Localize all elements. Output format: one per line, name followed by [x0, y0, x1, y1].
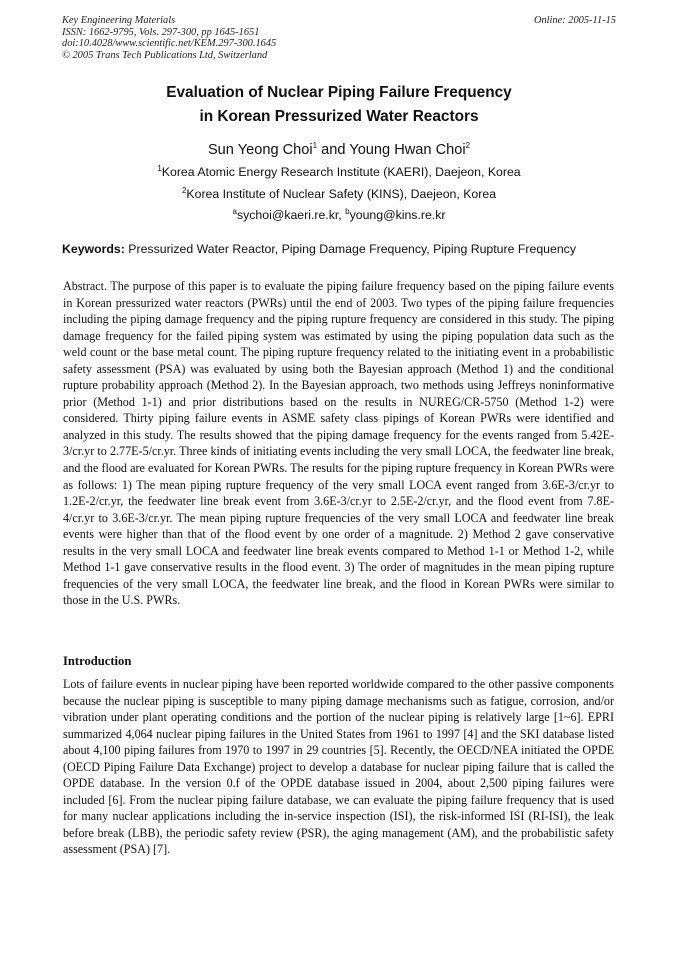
email-a-sup: a [232, 206, 237, 216]
affiliation-2-sup: 2 [181, 185, 187, 195]
author-2: Young Hwan Choi [349, 142, 466, 158]
issn-line: ISSN: 1662-9795, Vols. 297-300, pp 1645-1651 [62, 26, 260, 38]
journal-name: Key Engineering Materials [62, 15, 176, 26]
abstract-paragraph: Abstract. The purpose of this paper is to evaluate the piping failure frequency based on the piping failure events in Korean pressurized water reactors (PWRs) until the end of 2003. Two types of the piping failure frequencies including the piping damage frequency and the piping rupture frequency are considered in this study. The piping damage frequency for the failed piping system was estimated by using the piping population data such as the weld count or the base metal count. The piping rupture frequency related to the initiating event in a probabilistic safety assessment (PSA) was evaluated by using both the Bayesian approach (Method 1) and the conditional rupture probability approach (Method 2). In the Bayesian approach, two methods using Jeffreys noninformative prior (Method 1-1) and prior distributions based on the results in NUREG/CR-5750 (Method 1-2) were considered. Thirty piping failure events in ASME safety class pipings of Korean PWRs were identified and analyzed in this study. The results showed that the piping damage frequency for the events ranged from 5.42E-3/cr.yr to 2.77E-5/cr.yr. Three kinds of initiating events including the very small LOCA, the feedwater line break, and the flood are evaluated for Korean PWRs. The results for the piping rupture frequency in Korean PWRs were as follows: 1) The mean piping rupture frequency of the very small LOCA event ranged from 3.6E-3/cr.yr to 1.2E-2/cr.yr, the feedwater line break event from 3.6E-3/cr.yr to 2.5E-2/cr.yr, and the flood event from 7.8E-4/cr.yr to 3.6E-3/cr.yr. The mean piping rupture frequencies of the very small LOCA and feedwater line break events were higher than that of the flood event by one order of a magnitude. 2) Method 2 gave conservative results in the very small LOCA and feedwater line break events compared to Method 1-1 or Method 1-2, while Method 1-1 gave conservative results in the flood event. 3) The order of magnitudes in the mean piping rupture frequencies of the very small LOCA, the feedwater line break, and the flood in Korean PWRs were similar to those in the U.S. PWRs. [63, 279, 614, 608]
keywords-label: Keywords: [62, 242, 125, 256]
keywords-text: Pressurized Water Reactor, Piping Damage Frequency, Piping Rupture Frequency [124, 242, 576, 256]
author-1: Sun Yeong Choi [207, 142, 313, 158]
affiliation-2 [62, 185, 616, 203]
copyright-line: © 2005 Trans Tech Publications Ltd, Switzerland [62, 49, 268, 61]
author-2-sup: 2 [465, 141, 471, 151]
journal-header [62, 15, 616, 61]
publication-info [62, 15, 276, 61]
affiliation-1-text: Korea Atomic Energy Research Institute (KAERI), Daejeon, Korea [161, 165, 521, 179]
introduction-paragraph: Lots of failure events in nuclear piping have been reported worldwide compared to the other passive components because the nuclear piping is susceptible to many piping damage mechanisms such as fatigue, corrosion, and/or vibration under plant operating conditions and the portion of the nuclear piping is relatively large [1~6]. EPRI summarized 4,064 nuclear piping failures in the United States from 1961 to 1997 [4] and the SKI database listed about 4,100 piping failures from 1970 to 1997 in 29 countries [5]. Recently, the OECD/NEA initiated the OPDE (OECD Piping Failure Data Exchange) project to develop a database for nuclear piping failure that is called the OPDE database. In the version 0.f of the OPDE database issued in 2004, about 2,500 piping failures were included [6]. From the nuclear piping failure database, we can evaluate the piping failure frequency that is used for many nuclear applications including the in-service inspection (ISI), the risk-informed ISI (RI-ISI), the leak before break (LBB), the periodic safety review (PSR), the aging management (AM), and the probabilistic safety assessment (PSA) [7]. [63, 677, 614, 857]
title-line-1: Evaluation of Nuclear Piping Failure Frequency [166, 84, 512, 101]
paper-title [62, 81, 616, 129]
email-b-sup: b [345, 206, 350, 216]
email-a: sychoi@kaeri.re.kr, [236, 208, 346, 222]
affiliation-1-sup: 1 [157, 163, 162, 173]
online-date: Online: 2005-11-15 [533, 15, 616, 26]
author-emails [62, 206, 616, 224]
introduction-heading: Introduction [63, 654, 132, 668]
author-1-sup: 1 [312, 141, 318, 151]
author-list [62, 140, 616, 160]
affiliation-2-text: Korea Institute of Nuclear Safety (KINS), Daejeon, Korea [186, 187, 497, 201]
keywords [62, 240, 616, 258]
title-line-2: in Korean Pressurized Water Reactors [199, 108, 479, 125]
email-b: young@kins.re.kr [349, 208, 446, 222]
affiliation-1 [62, 163, 616, 181]
doi-line: doi:10.4028/www.scientific.net/KEM.297-300.1645 [62, 38, 277, 50]
author-conjunction: and [317, 142, 350, 158]
